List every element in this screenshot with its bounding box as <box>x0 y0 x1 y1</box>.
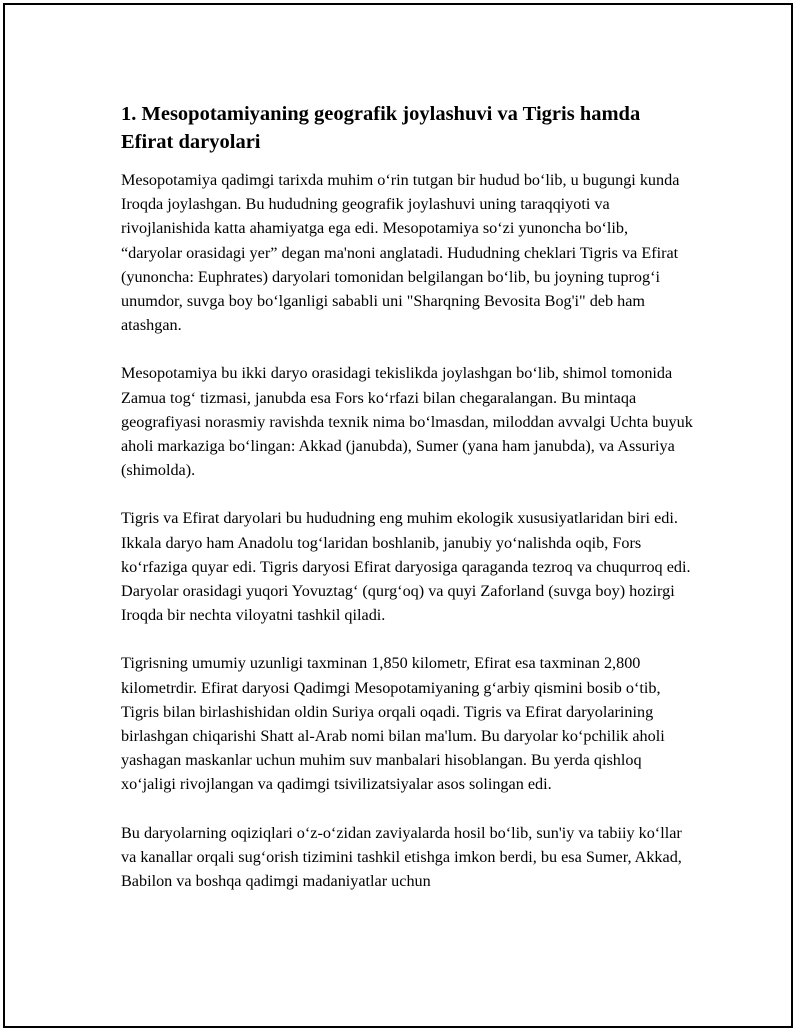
document-page <box>3 3 793 1028</box>
document-body <box>121 100 693 917</box>
paragraph: Mesopotamiya bu ikki daryo orasidagi tekislikda joylashgan bo‘lib, shimol tomonida Zamua tog‘ tizmasi, janubda esa Fors ko‘rfazi bilan chegaralangan. Bu mintaqa geografiyasi norasmiy ravishda texnik nima bo‘lmasdan, miloddan avvalgi Uchta buyuk aholi markaziga bo‘lingan: Akkad (janubda), Sumer (yana ham janubda), va Assuriya (shimolda). <box>121 364 693 480</box>
paragraph: Tigrisning umumiy uzunligi taxminan 1,850 kilometr, Efirat esa taxminan 2,800 kilometrdir. Efirat daryosi Qadimgi Mesopotamiyaning g‘arbiy qismini bosib o‘tib, Tigris bilan birlashishidan oldin Suriya orqali oqadi. Tigris va Efirat daryolarining birlashgan chiqarishi Shatt al-Arab nomi bilan ma'lum. Bu daryolar ko‘pchilik aholi yashagan maskanlar uchun muhim suv manbalari hisoblangan. Bu yerda qishloq xo‘jaligi rivojlangan va qadimgi tsivilizatsiyalar asos solingan edi. <box>121 654 665 794</box>
paragraph: Bu daryolarning oqiziqlari o‘z-o‘zidan zaviyalarda hosil bo‘lib, sun'iy va tabiiy ko‘llar va kanallar orqali sug‘orish tizimini tashkil etishga imkon berdi, bu esa Sumer, Akkad, Babilon va boshqa qadimgi madaniyatlar uchun <box>121 823 682 891</box>
paragraph: Mesopotamiya qadimgi tarixda muhim o‘rin tutgan bir hudud bo‘lib, u bugungi kunda Iroqda joylashgan. Bu hududning geografik joylashuvi uning taraqqiyoti va rivojlanishida katta ahamiyatga ega edi. Mesopotamiya so‘zi yunoncha bo‘lib, “daryolar orasidagi yer” degan ma'noni anglatadi. Hududning cheklari Tigris va Efirat (yunoncha: Euphrates) daryolari tomonidan belgilangan bo‘lib, bu joyning tuprog‘i unumdor, suvga boy bo‘lganligi sababli uni "Sharqning Bevosita Bog'i" deb ham atashgan. <box>121 171 680 335</box>
section-heading: 1. Mesopotamiyaning geografik joylashuvi va Tigris hamda Efirat daryolari <box>121 103 641 153</box>
paragraph: Tigris va Efirat daryolari bu hududning eng muhim ekologik xususiyatlaridan biri edi. Ikkala daryo ham Anadolu tog‘laridan boshlanib, janubiy yo‘nalishda oqib, Fors ko‘rfaziga quyar edi. Tigris daryosi Efirat daryosiga qaraganda tezroq va chuqurroq edi. Daryolar orasidagi yuqori Yovuztag‘ (qurg‘oq) va quyi Zaforland (suvga boy) hozirgi Iroqda bir nechta viloyatni tashkil qiladi. <box>121 509 691 625</box>
